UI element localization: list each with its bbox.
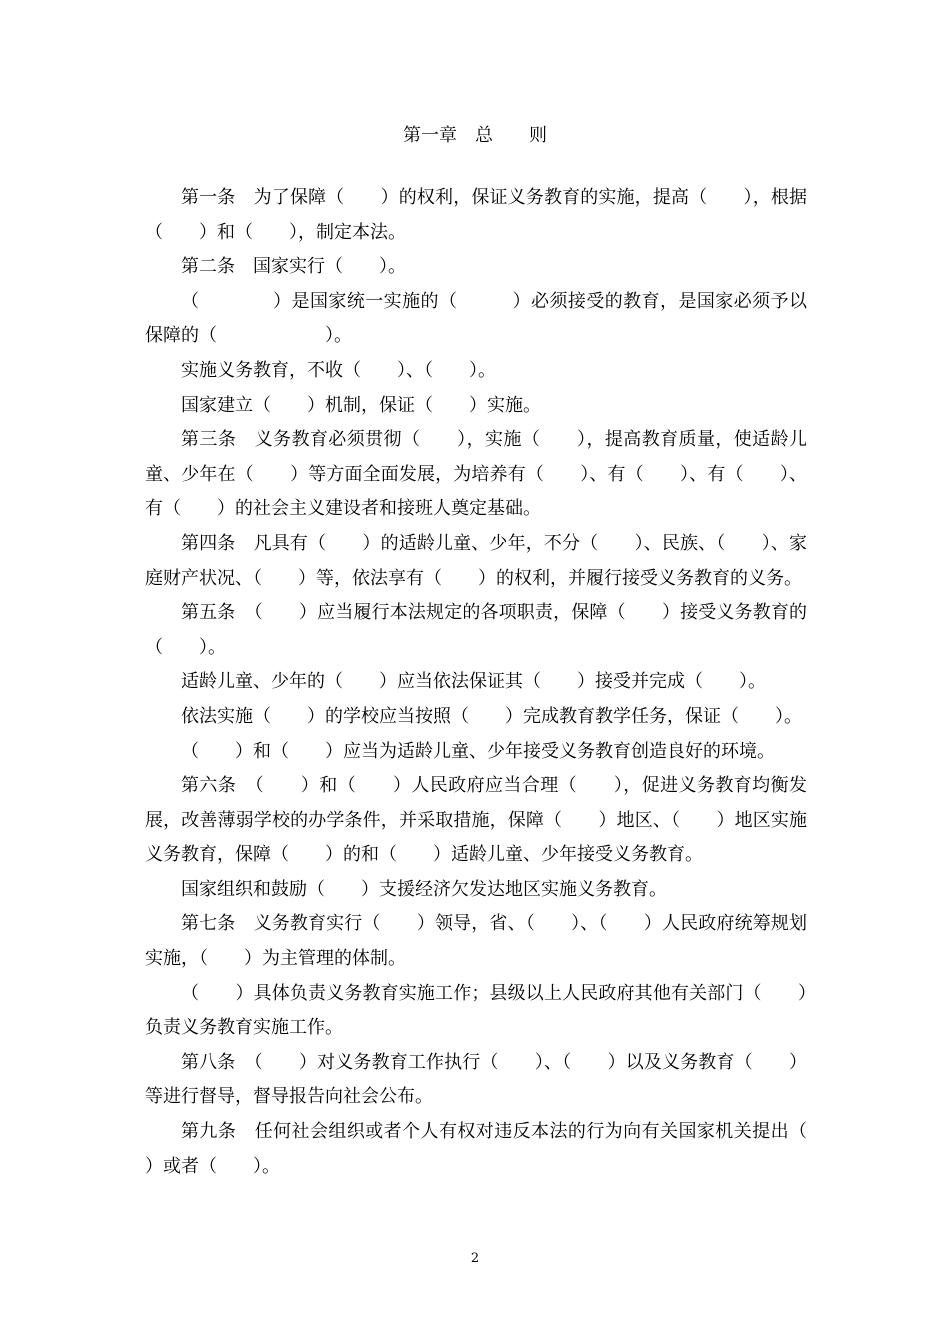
paragraph-article-5-clause-3: （ ）和（ ）应当为适龄儿童、少年接受义务教育创造良好的环境。 [181, 740, 775, 762]
paragraph-article-5-clause-2: 依法实施（ ）的学校应当按照（ ）完成教育教学任务，保证（ ）。 [181, 705, 802, 727]
paragraph-article-6-clause-1: 国家组织和鼓励（ ）支援经济欠发达地区实施义务教育。 [181, 878, 667, 900]
chapter-title: 第一章 总 则 [403, 125, 547, 146]
paragraph-article-7-clause-1: （ ）具体负责义务教育实施工作；县级以上人民政府其他有关部门（ ）负责义务教育实施工作。 [145, 982, 807, 1039]
document-body [145, 181, 843, 1184]
paragraph-article-8: 第八条 （ ）对义务教育工作执行（ ）、（ ）以及义务教育（ ）等进行督导，督导报告向社会公布。 [145, 1051, 807, 1108]
paragraph-article-5-clause-1: 适龄儿童、少年的（ ）应当依法保证其（ ）接受并完成（ ）。 [181, 671, 766, 693]
paragraph-article-2-clause-1: （ ）是国家统一实施的（ ）必须接受的教育，是国家必须予以保障的（ ）。 [145, 290, 807, 347]
page-number: 2 [470, 1251, 480, 1266]
paragraph-article-7: 第七条 义务教育实行（ ）领导，省、（ ）、（ ）人民政府统筹规划实施，（ ）为主管理的体制。 [145, 913, 807, 970]
paragraph-article-9: 第九条 任何社会组织或者个人有权对违反本法的行为向有关国家机关提出（ ）或者（ ）。 [145, 1121, 843, 1177]
paragraph-article-3: 第三条 义务教育必须贯彻（ ），实施（ ），提高教育质量，使适龄儿童、少年在（ ）等方面全面发展，为培养有（ ）、有（ ）、有（ ）、有（ ）的社会主义建设者和接班人奠定基础。 [145, 429, 807, 520]
paragraph-article-2-clause-2: 实施义务教育，不收（ ）、（ ）。 [181, 359, 496, 381]
paragraph-article-4: 第四条 凡具有（ ）的适龄儿童、少年，不分（ ）、民族、（ ）、家庭财产状况、（ ）等，依法享有（ ）的权利，并履行接受义务教育的义务。 [145, 532, 807, 589]
paragraph-article-2: 第二条 国家实行（ ）。 [181, 256, 406, 278]
paragraph-article-1: 第一条 为了保障（ ）的权利，保证义务教育的实施，提高（ ），根据（ ）和（ ），制定本法。 [145, 187, 807, 243]
paragraph-article-6: 第六条 （ ）和（ ）人民政府应当合理（ ），促进义务教育均衡发展，改善薄弱学校的办学条件，并采取措施，保障（ ）地区、（ ）地区实施义务教育，保障（ ）的和（ ）适龄儿童、少年接受义务教育。 [145, 775, 807, 866]
paragraph-article-5: 第五条 （ ）应当履行本法规定的各项职责，保障（ ）接受义务教育的（ ）。 [145, 602, 807, 658]
paragraph-article-2-clause-3: 国家建立（ ）机制，保证（ ）实施。 [181, 394, 541, 416]
